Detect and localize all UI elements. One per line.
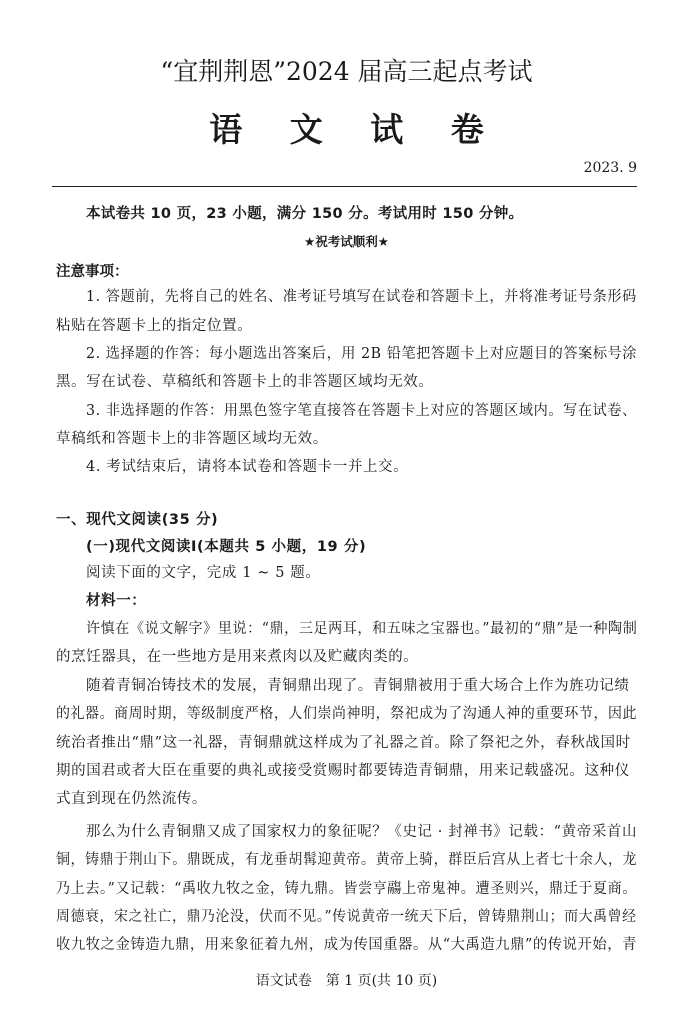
notice-line: 2. 选择题的作答：每小题选出答案后，用 2B 铅笔把答题卡上对应题目的答案标号涂 — [86, 346, 638, 362]
paragraph-line: 乃上去。”又记载：“禹收九牧之金，铸九鼎。皆尝亨鬺上帝鬼神。遭圣则兴，鼎迁于夏商。 — [56, 881, 637, 897]
exam-title: “宜荆荆恩”2024 届高三起点考试 — [160, 57, 533, 86]
paragraph-line: 那么为什么青铜鼎又成了国家权力的象征呢？《史记 · 封禅书》记载：“黄帝采首山 — [86, 824, 638, 840]
paragraph-line: 许慎在《说文解字》里说：“鼎，三足两耳，和五味之宝器也。”最初的“鼎”是一种陶制 — [86, 621, 638, 637]
notice-heading: 注意事项： — [56, 264, 129, 280]
notice-line: 黑。写在试卷、草稿纸和答题卡上的非答题区域均无效。 — [56, 374, 434, 390]
notice-line: 3. 非选择题的作答：用黑色签字笔直接答在答题卡上对应的答题区域内。写在试卷、 — [86, 403, 637, 419]
material-label: 材料一： — [86, 593, 147, 609]
paragraph-line: 收九牧之金铸造九鼎，用来象征着九州，成为传国重器。从“大禹造九鼎”的传说开始，青 — [56, 937, 637, 953]
paragraph-line: 随着青铜冶铸技术的发展，青铜鼎出现了。青铜鼎被用于重大场合上作为旌功记绩 — [86, 678, 630, 694]
paragraph-line: 铜，铸鼎于荆山下。鼎既成，有龙垂胡髯迎黄帝。黄帝上骑，群臣后宫从上者七十余人，龙 — [56, 852, 638, 868]
page-footer: 语文试卷 第 1 页(共 10 页) — [255, 973, 438, 989]
paragraph-line: 统治者推出“鼎”这一礼器，青铜鼎就这样成为了礼器之首。除了祭祀之外，春秋战国时 — [56, 735, 631, 751]
good-luck-banner: ★祝考试顺利★ — [304, 234, 389, 249]
paragraph-line: 式直到现在仍然流传。 — [56, 791, 207, 807]
notice-line: 4. 考试结束后，请将本试卷和答题卡一并上交。 — [86, 459, 409, 475]
notice-line: 粘贴在答题卡上的指定位置。 — [56, 318, 253, 334]
paragraph-line: 的礼器。商周时期，等级制度严格，人们崇尚神明，祭祀成为了沟通人神的重要环节，因此 — [56, 706, 638, 722]
subject-title: 语 文 试 卷 — [209, 110, 502, 149]
instruction: 阅读下面的文字，完成 1 ~ 5 题。 — [86, 565, 321, 581]
notice-line: 1. 答题前，先将自己的姓名、准考证号填写在试卷和答题卡上，并将准考证号条形码 — [86, 289, 637, 305]
notice-line: 草稿纸和答题卡上的非答题区域均无效。 — [56, 431, 328, 447]
subsection-heading: (一)现代文阅读Ⅰ(本题共 5 小题，19 分) — [86, 539, 367, 555]
paragraph-line: 期的国君或者大臣在重要的典礼或接受赏赐时都要铸造青铜鼎，用来记载盛况。这种仪 — [56, 763, 630, 779]
header-divider — [52, 186, 637, 187]
section-heading: 一、现代文阅读(35 分) — [56, 512, 219, 528]
exam-info: 本试卷共 10 页，23 小题，满分 150 分。考试用时 150 分钟。 — [86, 206, 524, 222]
paragraph-line: 周德衰，宋之社亡，鼎乃沦没，伏而不见。”传说黄帝一统天下后，曾铸鼎荆山；而大禹曾经 — [56, 909, 637, 925]
paragraph-line: 的烹饪器具，在一些地方是用来煮肉以及贮藏肉类的。 — [56, 649, 419, 665]
exam-date: 2023. 9 — [583, 160, 637, 176]
